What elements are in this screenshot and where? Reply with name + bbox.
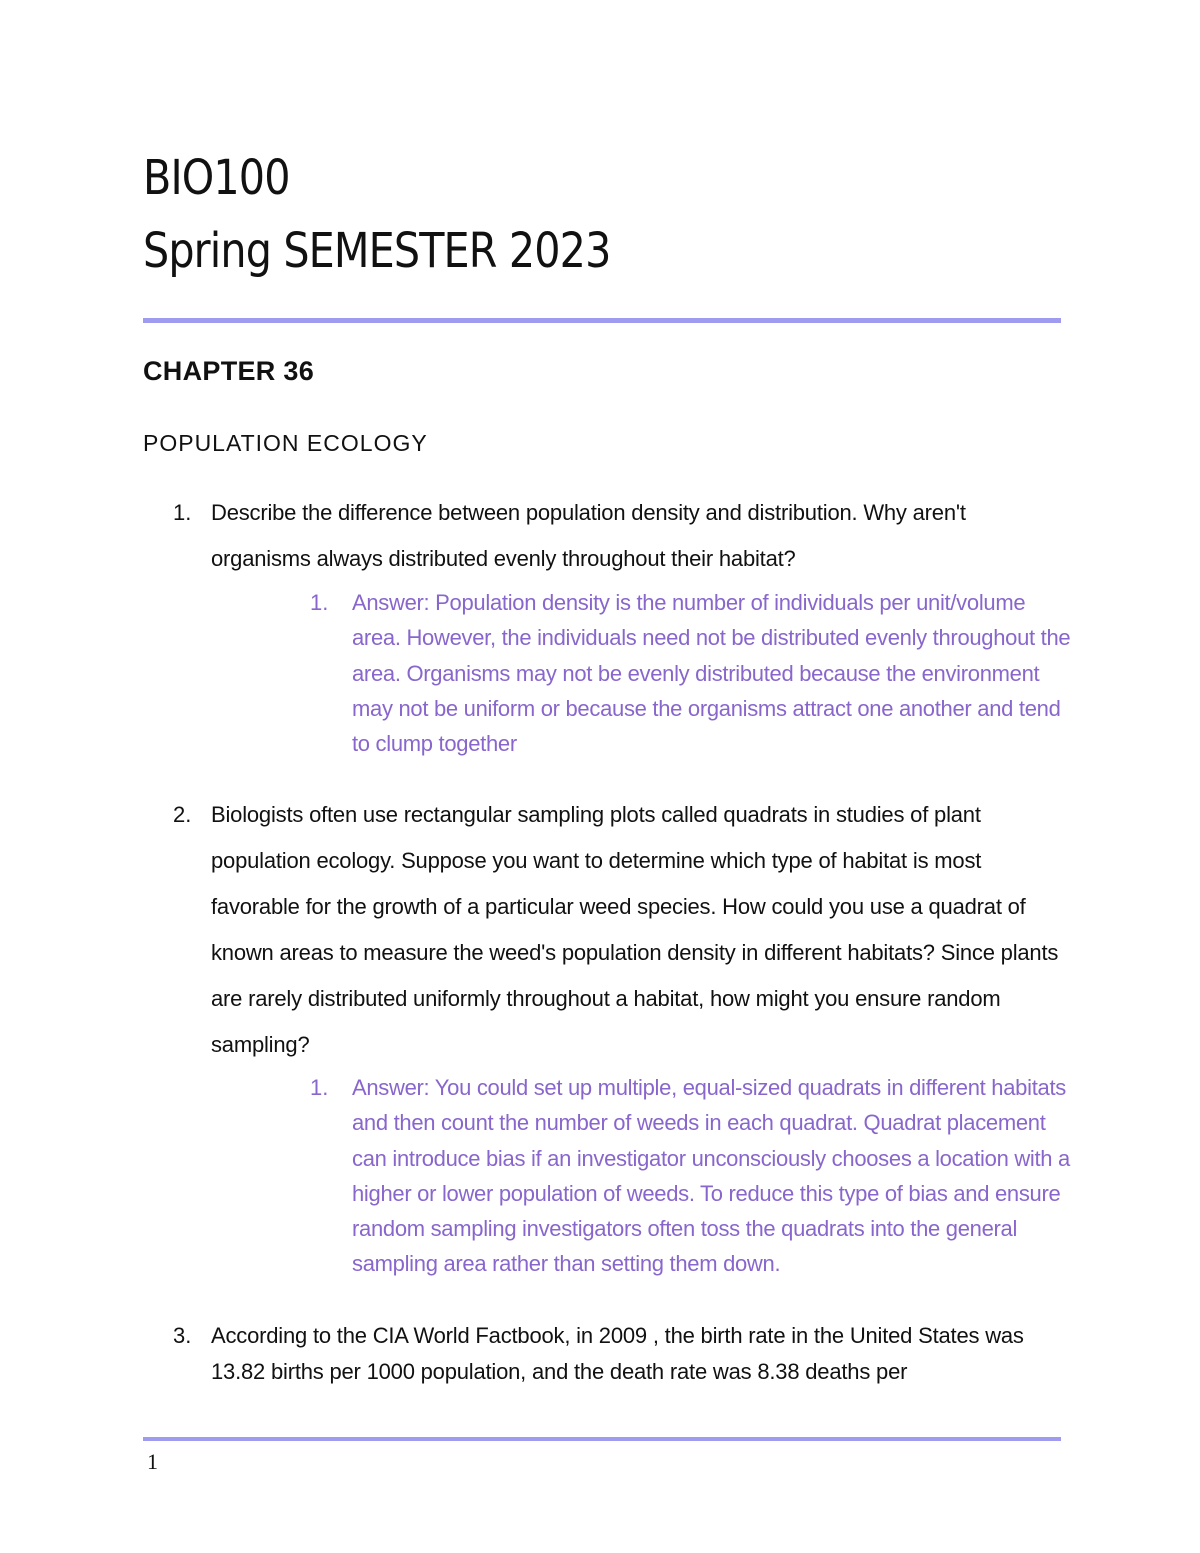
question-text: Describe the difference between population density and distribution. Why aren't organisms always distributed evenly throughout their habitat?: [211, 500, 966, 571]
answer-number: 1.: [310, 1075, 329, 1100]
answer-number: 1.: [310, 590, 329, 615]
question-number: 2.: [173, 802, 192, 827]
semester-title: Spring SEMESTER 2023: [143, 223, 611, 279]
question-number: 1.: [173, 500, 192, 525]
question-text: Biologists often use rectangular sampling plots called quadrats in studies of plant population ecology. Suppose you want to determine which type of habitat is most favorable for the growth of a particular weed species. How could you use a quadrat of known areas to measure the weed's population density in different habitats? Since plants are rarely distributed uniformly throughout a habitat, how might you ensure random sampling?: [211, 802, 1059, 1057]
question-number: 3.: [173, 1323, 192, 1348]
answer-text: Answer: You could set up multiple, equal-sized quadrats in different habitats and then count the number of weeds in each quadrat. Quadrat placement can introduce bias if an investigator unconsciously chooses a location with a higher or lower population of weeds. To reduce this type of bias and ensure random sampling investigators often toss the quadrats into the general sampling area rather than setting them down.: [352, 1075, 1070, 1277]
chapter-heading: CHAPTER 36: [143, 356, 315, 386]
answer-text: Answer: Population density is the number of individuals per unit/volume area. However, the individuals need not be distributed evenly throughout the area. Organisms may not be evenly distributed because the environment may not be uniform or because the organisms attract one another and tend to clump together: [352, 590, 1071, 757]
page-number: 1: [147, 1449, 158, 1474]
footer-divider: [143, 1437, 1061, 1441]
section-heading: POPULATION ECOLOGY: [143, 430, 428, 456]
header-divider: [143, 318, 1061, 323]
course-title: BIO100: [143, 150, 290, 206]
question-text: According to the CIA World Factbook, in 2009 , the birth rate in the United States was 13.82 births per 1000 population, and the death rate was 8.38 deaths per: [211, 1323, 1024, 1384]
